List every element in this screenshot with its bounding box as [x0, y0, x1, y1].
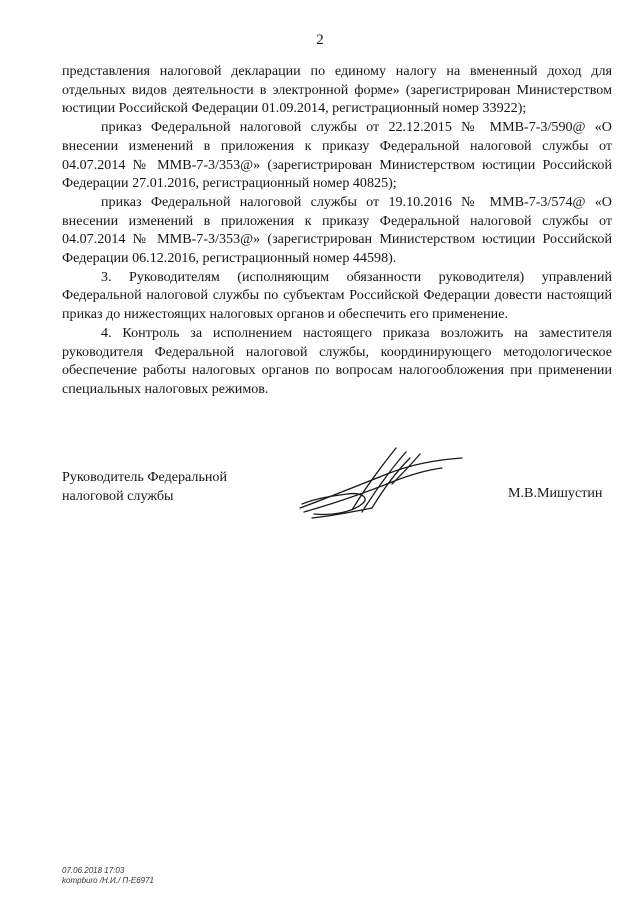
- page-number: 2: [316, 32, 324, 48]
- document-footer: [62, 866, 154, 886]
- document-body: [62, 62, 612, 399]
- paragraph-2: приказ Федеральной налоговой службы от 22.12.2015 № ММВ-7-3/590@ «О внесении изменений в приложения к приказу Федеральной налоговой службы от 04.07.2014 № ММВ-7-3/353@» (зарегистрирован Министерством юстиции Российской Федерации 27.01.2016, регистрационный номер 40825);: [62, 119, 612, 192]
- footer-file-reference: kompburo /Н.И./ П-Е6971: [62, 876, 155, 885]
- handwritten-signature: [292, 438, 472, 530]
- signatory-position: [62, 468, 227, 505]
- paragraph-1: представления налоговой декларации по единому налогу на вмененный доход для отдельных видов деятельности в электронной форме» (зарегистрирован Министерством юстиции Российской Федерации 01.09.2014, регистрационный номер 33922);: [62, 63, 612, 117]
- paragraph-4: 3. Руководителям (исполняющим обязанности руководителя) управлений Федеральной налоговой службы по субъектам Российской Федерации довести настоящий приказ до нижестоящих налоговых органов и обеспечить его применение.: [62, 268, 612, 323]
- paragraph-5: 4. Контроль за исполнением настоящего приказа возложить на заместителя руководителя Федеральной налоговой службы, координирующего методологическое обеспечение работы налоговых органов по вопросам налогообложения при применении специальных налоговых режимов.: [62, 324, 612, 397]
- footer-timestamp: 07.06.2018 17:03: [62, 866, 125, 875]
- signatory-position-line-1: Руководитель Федеральной: [62, 469, 228, 485]
- signatory-name: М.В.Мишустин: [508, 485, 603, 501]
- paragraph-3: приказ Федеральной налоговой службы от 19.10.2016 № ММВ-7-3/574@ «О внесении изменений в приложения к приказу Федеральной налоговой службы от 04.07.2014 № ММВ-7-3/353@» (зарегистрирован Министерством юстиции Российской Федерации 06.12.2016, регистрационный номер 44598).: [62, 193, 612, 267]
- signatory-position-line-2: налоговой службы: [62, 487, 174, 504]
